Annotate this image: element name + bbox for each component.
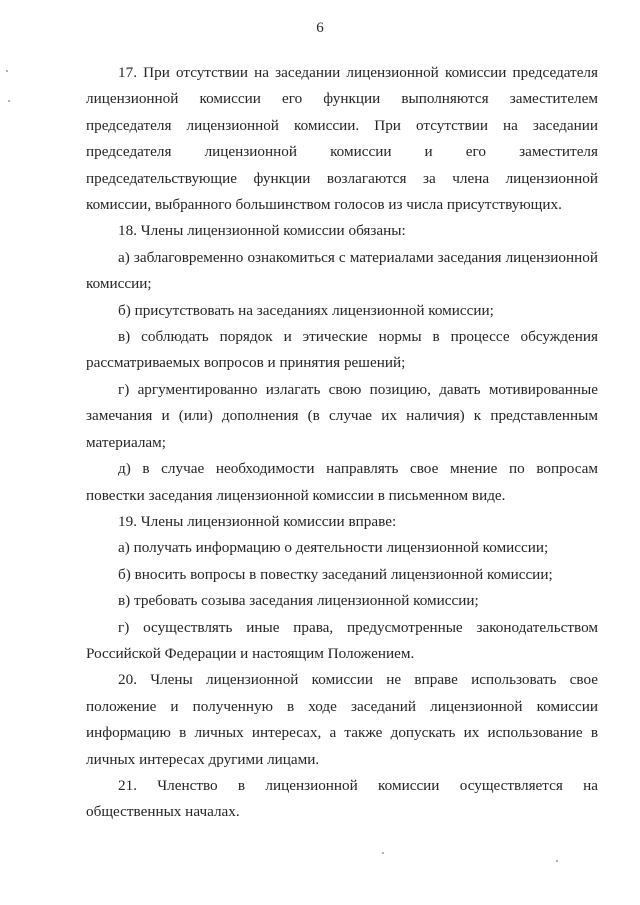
paragraph-19-item-a: а) получать информацию о деятельности лицензионной комиссии; xyxy=(118,539,549,557)
scan-speck xyxy=(8,100,10,102)
document-body xyxy=(86,60,598,826)
scan-speck xyxy=(556,860,558,862)
scan-speck xyxy=(382,852,384,854)
paragraph-17: 17. При отсутствии на заседании лицензионной комиссии председателя лицензионной комиссии его функции выполняются заместителем председателя лицензионной комиссии. При отсутствии на заседании председателя лицензионной комиссии и его заместителя председательствующие функции возлагаются за члена лицензионной комиссии, выбранного большинством голосов из числа присутствующих. xyxy=(86,64,598,214)
paragraph-18-heading: 18. Члены лицензионной комиссии обязаны: xyxy=(118,222,406,240)
paragraph-21: 21. Членство в лицензионной комиссии осуществляется на общественных началах. xyxy=(86,776,598,821)
paragraph-19-item-v: в) требовать созыва заседания лицензионной комиссии; xyxy=(118,592,479,610)
paragraph-20: 20. Члены лицензионной комиссии не вправе использовать свое положение и полученную в ходе заседаний лицензионной комиссии информацию в личных интересах, а также допускать их использование в личных интересах другими лицами. xyxy=(86,671,598,768)
paragraph-19-heading: 19. Члены лицензионной комиссии вправе: xyxy=(118,512,397,530)
paragraph-18-item-a: а) заблаговременно ознакомиться с материалами заседания лицензионной комиссии; xyxy=(86,248,598,293)
paragraph-19-item-b: б) вносить вопросы в повестку заседаний лицензионной комиссии; xyxy=(118,565,553,583)
page-number: 6 xyxy=(316,20,324,36)
scan-speck xyxy=(6,70,8,72)
paragraph-18-item-v: в) соблюдать порядок и этические нормы в процессе обсуждения рассматриваемых вопросов и принятия решений; xyxy=(86,328,598,372)
paragraph-19-item-g: г) осуществлять иные права, предусмотренные законодательством Российской Федерации и настоящим Положением. xyxy=(86,618,598,662)
paragraph-18-item-d: д) в случае необходимости направлять свое мнение по вопросам повестки заседания лицензионной комиссии в письменном виде. xyxy=(86,460,598,504)
paragraph-18-item-g: г) аргументированно излагать свою позицию, давать мотивированные замечания и (или) дополнения (в случае их наличия) к представленным материалам; xyxy=(86,380,598,451)
paragraph-18-item-b: б) присутствовать на заседаниях лицензионной комиссии; xyxy=(118,301,494,319)
